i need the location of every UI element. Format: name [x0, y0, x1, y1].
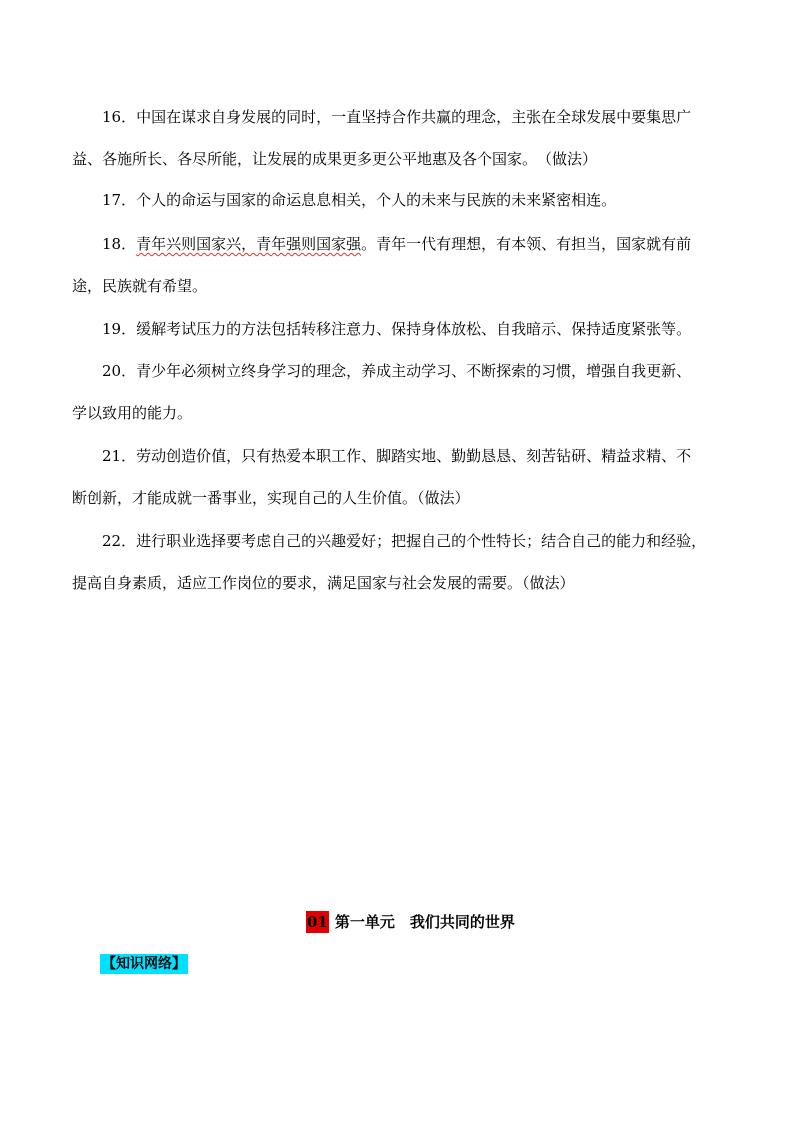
- unit-number-badge: 01: [307, 913, 328, 931]
- item-line: 19．缓解考试压力的方法包括转移注意力、保持身体放松、自我暗示、保持适度紧张等。: [72, 320, 692, 338]
- item-line: 22．进行职业选择要考虑自己的兴趣爱好；把握自己的个性特长；结合自己的能力和经验，: [72, 532, 707, 550]
- item-line: 途，民族就有希望。: [72, 277, 208, 295]
- wavy-underlined-phrase: 青年兴则国家兴，青年强则国家强: [136, 235, 362, 253]
- item-line: 16．中国在谋求自身发展的同时，一直坚持合作共赢的理念，主张在全球发展中要集思广: [72, 108, 692, 126]
- item-line: 提高自身素质，适应工作岗位的要求，满足国家与社会发展的需要。（做法）: [72, 574, 575, 592]
- item-line: 断创新，才能成就一番事业，实现自己的人生价值。（做法）: [72, 489, 470, 507]
- unit-heading: [306, 911, 515, 933]
- item-line: 21．劳动创造价值，只有热爱本职工作、脚踏实地、勤勤恳恳、刻苦钻研、精益求精、不: [72, 447, 692, 465]
- unit-title-text: 第一单元 我们共同的世界: [334, 913, 515, 931]
- item-line: 益、各施所长、各尽所能，让发展的成果更多更公平地惠及各个国家。 （做法）: [72, 150, 598, 168]
- item-line: 20．青少年必须树立终身学习的理念，养成主动学习、不断探索的习惯，增强自我更新、: [72, 362, 692, 380]
- item-line: 18．青年兴则国家兴，青年强则国家强。青年一代有理想，有本领、有担当，国家就有前: [72, 235, 692, 253]
- section-label: 【知识网络】: [102, 956, 186, 972]
- item-line: 17．个人的命运与国家的命运息息相关，个人的未来与民族的未来紧密相连。: [72, 191, 617, 209]
- item-line: 学以致用的能力。: [72, 404, 193, 422]
